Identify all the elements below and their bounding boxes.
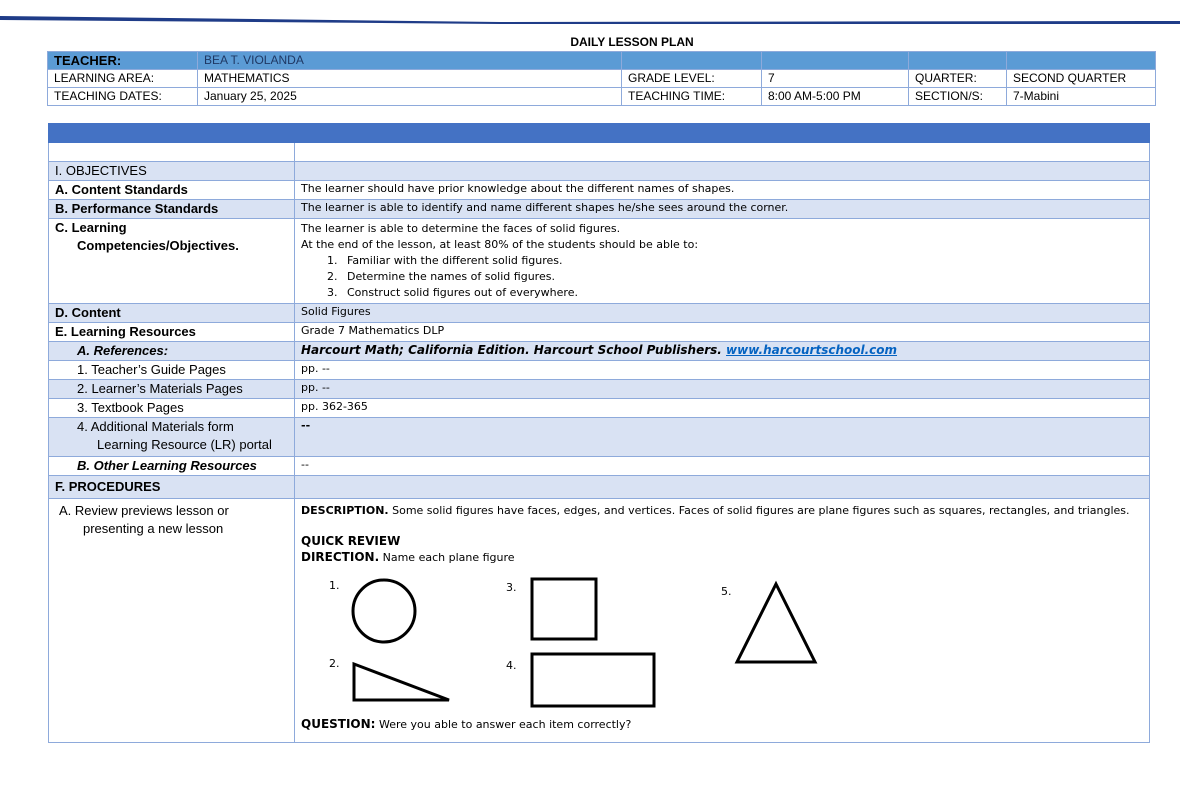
- grade-level-value: 7: [762, 70, 909, 88]
- figure-5-number: 5.: [721, 585, 732, 598]
- question-line: [301, 716, 1143, 733]
- figure-4-number: 4.: [506, 659, 517, 672]
- additional-materials-label: [49, 418, 295, 457]
- additional-materials-value: --: [295, 418, 1150, 457]
- competency-line-1: The learner is able to determine the faces of solid figures.: [301, 222, 621, 235]
- section-value: 7-Mabini: [1007, 88, 1156, 106]
- learning-area-label: LEARNING AREA:: [48, 70, 198, 88]
- section-label: SECTION/S:: [909, 88, 1007, 106]
- competencies-label-line1: C. Learning: [55, 220, 127, 235]
- square-icon: [527, 576, 599, 642]
- document-title: DAILY LESSON PLAN: [570, 35, 694, 49]
- additional-materials-line2: Learning Resource (LR) portal: [97, 437, 272, 452]
- list-item: 2. Determine the names of solid figures.: [327, 270, 555, 283]
- description-line: [301, 503, 1143, 519]
- teacher-label: TEACHER:: [48, 52, 198, 70]
- objectives-list: [301, 253, 1143, 301]
- references-label: A. References:: [49, 342, 295, 361]
- harcourt-link[interactable]: www.harcourtschool.com: [726, 343, 898, 357]
- teaching-time-value: 8:00 AM-5:00 PM: [762, 88, 909, 106]
- decorative-top-line: [0, 0, 1200, 30]
- teaching-time-label: TEACHING TIME:: [622, 88, 762, 106]
- quarter-label: QUARTER:: [909, 70, 1007, 88]
- direction-text: Name each plane figure: [379, 551, 515, 564]
- figure-1-number: 1.: [329, 579, 340, 592]
- learning-resources-value: Grade 7 Mathematics DLP: [295, 323, 1150, 342]
- question-text: Were you able to answer each item correctly?: [375, 718, 632, 731]
- learner-materials-label: 2. Learner’s Materials Pages: [49, 380, 295, 399]
- figure-2-number: 2.: [329, 657, 340, 670]
- direction-label: DIRECTION.: [301, 550, 380, 564]
- learner-materials-value: pp. --: [295, 380, 1150, 399]
- competency-line-2: At the end of the lesson, at least 80% of the students should be able to:: [301, 238, 699, 251]
- performance-standards-label: B. Performance Standards: [49, 200, 295, 219]
- content-label: D. Content: [49, 304, 295, 323]
- other-resources-label: B. Other Learning Resources: [49, 457, 295, 476]
- rectangle-icon: [527, 652, 657, 710]
- learning-resources-label: E. Learning Resources: [49, 323, 295, 342]
- direction-line: [301, 549, 1143, 566]
- circle-icon: [349, 576, 419, 646]
- question-label: QUESTION:: [301, 717, 376, 731]
- review-label-line1: A. Review previews lesson or: [59, 503, 229, 518]
- objectives-heading: I. OBJECTIVES: [49, 162, 295, 181]
- textbook-value: pp. 362-365: [295, 399, 1150, 418]
- other-resources-value: --: [295, 457, 1150, 476]
- learning-area-value: MATHEMATICS: [198, 70, 622, 88]
- competencies-label: [49, 219, 295, 304]
- review-content: [295, 499, 1150, 743]
- section-band: [49, 124, 1150, 143]
- procedures-heading: F. PROCEDURES: [49, 476, 295, 499]
- quick-review-heading: QUICK REVIEW: [301, 534, 401, 548]
- teacher-guide-value: pp. --: [295, 361, 1150, 380]
- teacher-guide-label: 1. Teacher’s Guide Pages: [49, 361, 295, 380]
- content-value: Solid Figures: [295, 304, 1150, 323]
- additional-materials-line1: 4. Additional Materials form: [77, 419, 234, 434]
- plane-figures: [301, 566, 1101, 716]
- figure-3-number: 3.: [506, 581, 517, 594]
- textbook-label: 3. Textbook Pages: [49, 399, 295, 418]
- list-item: 3. Construct solid figures out of everywhere.: [327, 286, 578, 299]
- list-item: 1. Familiar with the different solid figures.: [327, 254, 563, 267]
- right-triangle-icon: [349, 660, 453, 704]
- references-text: Harcourt Math; California Edition. Harcourt School Publishers.: [301, 343, 727, 357]
- competencies-label-line2: Competencies/Objectives.: [77, 238, 239, 253]
- teaching-dates-label: TEACHING DATES:: [48, 88, 198, 106]
- quarter-value: SECOND QUARTER: [1007, 70, 1156, 88]
- review-label-line2: presenting a new lesson: [83, 521, 224, 536]
- performance-standards-value: The learner is able to identify and name different shapes he/she sees around the corner.: [295, 200, 1150, 219]
- grade-level-label: GRADE LEVEL:: [622, 70, 762, 88]
- content-standards-value: The learner should have prior knowledge about the different names of shapes.: [295, 181, 1150, 200]
- teacher-name: BEA T. VIOLANDA: [198, 52, 622, 70]
- content-standards-label: A. Content Standards: [49, 181, 295, 200]
- lesson-plan-table: [48, 123, 1150, 743]
- references-value: [295, 342, 1150, 361]
- description-text: Some solid figures have faces, edges, and vertices. Faces of solid figures are plane figures such as squares, rectangles, and triangles.: [388, 504, 1130, 517]
- description-label: DESCRIPTION.: [301, 504, 389, 517]
- triangle-icon: [733, 580, 819, 666]
- review-label: [49, 499, 295, 743]
- competencies-value: [295, 219, 1150, 304]
- teaching-dates-value: January 25, 2025: [198, 88, 622, 106]
- header-table: [47, 51, 1156, 106]
